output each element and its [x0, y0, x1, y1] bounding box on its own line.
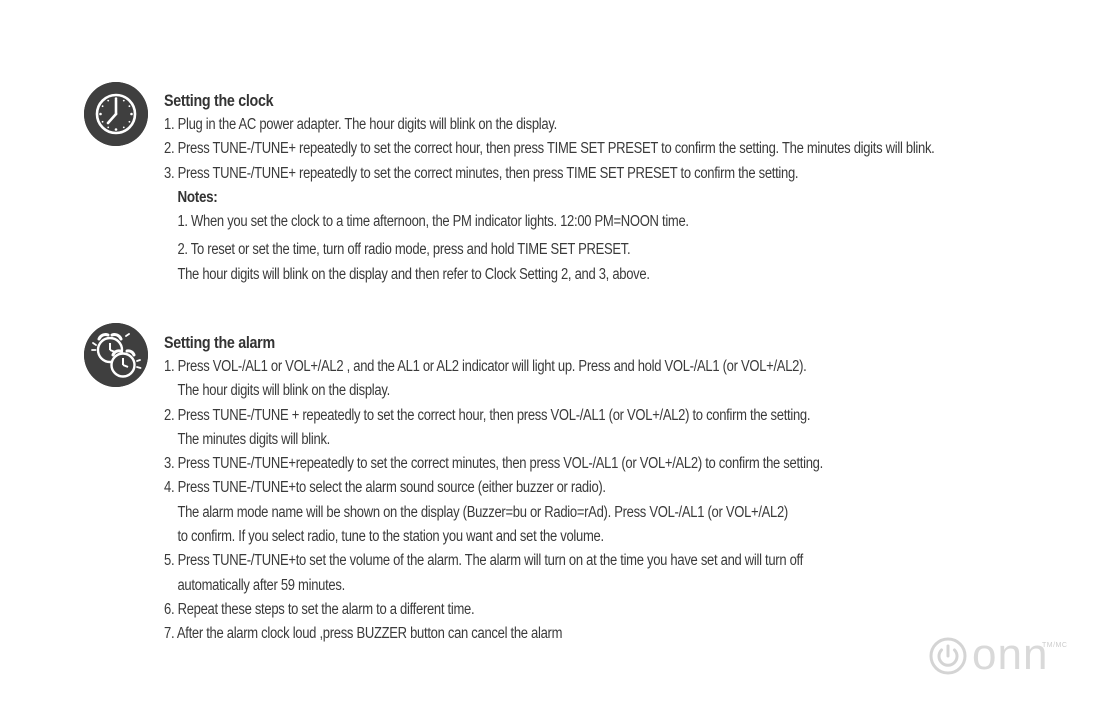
brand-name: onn — [972, 630, 1049, 679]
alarm-step-7: 7. After the alarm clock loud ,press BUZZER button can cancel the alarm — [164, 625, 563, 643]
alarm-section — [164, 330, 920, 647]
alarm-step-2-continued: The minutes digits will blink. — [177, 430, 330, 448]
alarm-step-1-continued: The hour digits will blink on the display. — [177, 382, 390, 400]
clock-step-2: 2. Press TUNE-/TUNE+ repeatedly to set the correct hour, then press TIME SET PRESET to confirm the setting. The minutes digits will blink. — [164, 140, 935, 158]
alarm-step-2: 2. Press TUNE-/TUNE + repeatedly to set the correct hour, then press VOL-/AL1 (or VOL+/AL2) to confirm the setting. — [164, 406, 811, 424]
clock-note-2-continued: The hour digits will blink on the display and then refer to Clock Setting 2, and 3, above. — [177, 265, 650, 283]
alarm-section-title: Setting the alarm — [164, 333, 275, 352]
clock-note-2: 2. To reset or set the time, turn off radio mode, press and hold TIME SET PRESET. — [177, 241, 631, 259]
alarm-clock-icon — [84, 323, 148, 387]
alarm-step-6: 6. Repeat these steps to set the alarm to a different time. — [164, 600, 475, 618]
clock-note-1: 1. When you set the clock to a time afternoon, the PM indicator lights. 12:00 PM=NOON time. — [177, 213, 689, 231]
trademark: TM/MC — [1042, 642, 1068, 649]
clock-section — [164, 88, 935, 287]
clock-section-title: Setting the clock — [164, 91, 274, 110]
clock-step-1: 1. Plug in the AC power adapter. The hour digits will blink on the display. — [164, 116, 557, 133]
alarm-step-1: 1. Press VOL-/AL1 or VOL+/AL2 , and the AL1 or AL2 indicator will light up. Press and hold VOL-/AL1 (or VOL+/AL2). — [164, 358, 807, 375]
clock-step-3: 3. Press TUNE-/TUNE+ repeatedly to set the correct minutes, then press TIME SET PRESET to confirm the setting. — [164, 164, 799, 182]
alarm-step-5-continued: automatically after 59 minutes. — [177, 576, 345, 594]
alarm-step-5: 5. Press TUNE-/TUNE+to set the volume of the alarm. The alarm will turn on at the time you have set and will turn off — [164, 552, 803, 570]
notes-title: Notes: — [177, 188, 218, 206]
clock-icon — [84, 82, 148, 146]
alarm-step-3: 3. Press TUNE-/TUNE+repeatedly to set the correct minutes, then press VOL-/AL1 (or VOL+/AL2) to confirm the setting. — [164, 455, 823, 473]
alarm-step-4-continued: The alarm mode name will be shown on the display (Buzzer=bu or Radio=rAd). Press VOL-/AL1 (or VOL+/AL2) — [177, 503, 788, 521]
brand-logo — [928, 630, 1078, 680]
power-icon — [928, 636, 968, 676]
alarm-step-4: 4. Press TUNE-/TUNE+to select the alarm sound source (either buzzer or radio). — [164, 479, 606, 497]
alarm-step-4-continued-2: to confirm. If you select radio, tune to the station you want and set the volume. — [177, 528, 604, 546]
